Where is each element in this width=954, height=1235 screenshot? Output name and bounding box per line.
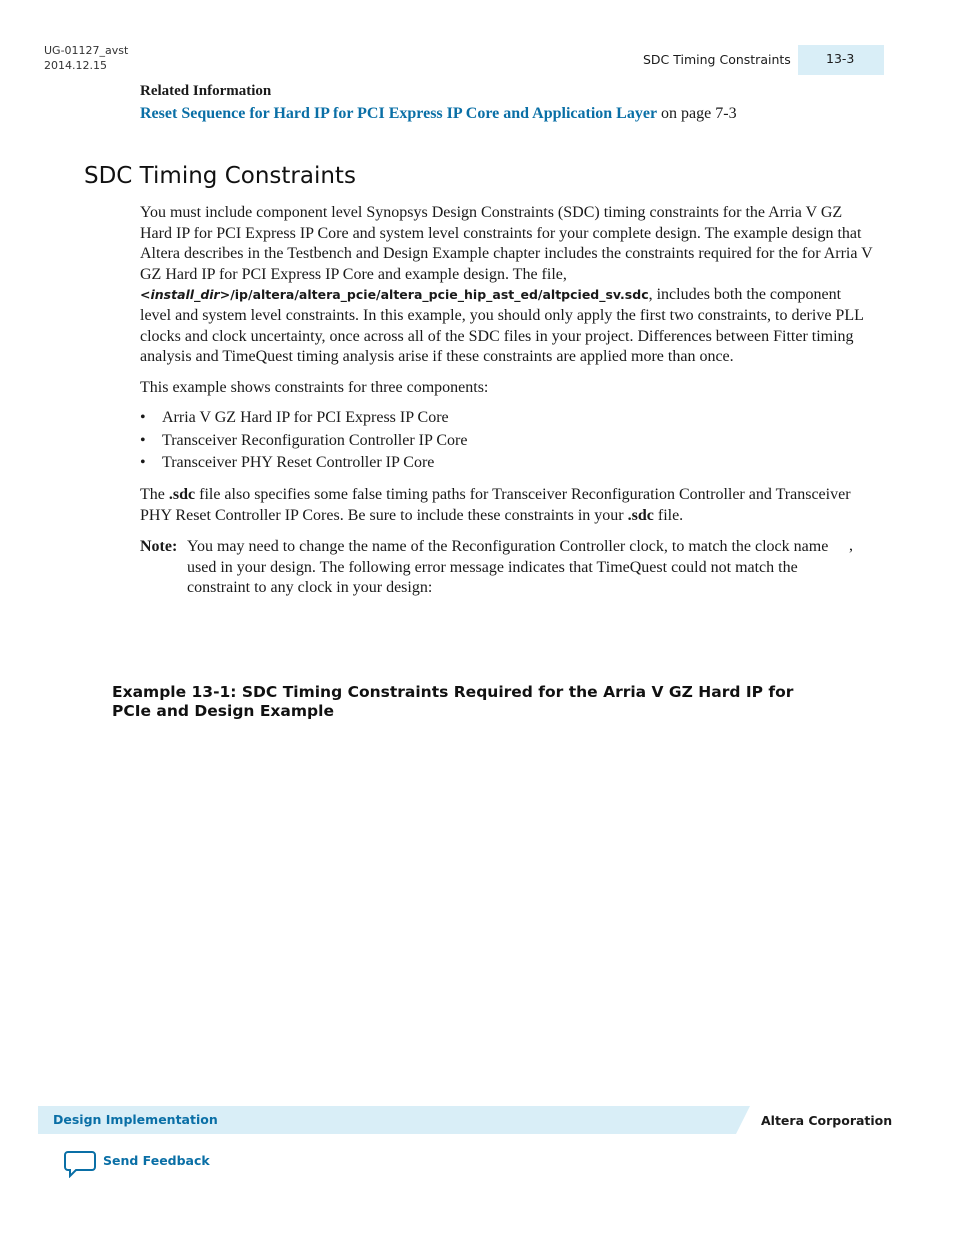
related-link-suffix: on page 7-3: [657, 105, 737, 122]
p3-text-c: file.: [653, 506, 684, 524]
send-feedback-link[interactable]: Send Feedback: [103, 1153, 210, 1168]
install-dir: <install_dir>: [140, 287, 231, 303]
document-id: [44, 43, 128, 73]
intro-text-a: You must include component level Synopsys Design Constraints (SDC) timing constraints for the Arria V GZ Hard IP for PCI Express IP Core and system level constraints for your complete design. The example design that Altera describes in the Testbench and Design Example chapter includes the constraints required for the for Arria V GZ Hard IP for PCI Express IP Core and example design. The file,: [140, 204, 873, 283]
page-number-badge: [798, 45, 884, 75]
component-list: [140, 408, 467, 476]
list-item: • Transceiver PHY Reset Controller IP Core: [140, 453, 467, 476]
p3-text-b: file also specifies some false timing paths for Transceiver Reconfiguration Controller and Transceiver PHY Reset Controller IP Cores. Be sure to include these constraints in your: [140, 486, 851, 524]
list-item: • Transceiver Reconfiguration Controller IP Core: [140, 431, 467, 454]
p3-text-a: The: [140, 486, 169, 503]
related-information-entry: [140, 105, 737, 123]
components-intro: This example shows constraints for three components:: [140, 379, 489, 396]
sdc-ext-2: .sdc: [627, 506, 654, 524]
doc-date: 2014.12.15: [44, 59, 107, 72]
footer-company: Altera Corporation: [761, 1113, 893, 1128]
sdc-file-path: [140, 287, 649, 302]
note-comma: ,: [849, 537, 853, 554]
page-title: SDC Timing Constraints: [84, 163, 356, 189]
doc-id-code: UG-01127_avst: [44, 44, 129, 57]
note-text: You may need to change the name of the Reconfiguration Controller clock, to match the clock name used in your design. The following error message indicates that TimeQuest could not match the constraint to any clock in your design:: [187, 538, 829, 597]
note-label: Note:: [140, 538, 178, 555]
example-title: Example 13-1: SDC Timing Constraints Required for the Arria V GZ Hard IP for PCIe and Design Example: [112, 683, 794, 720]
sdc-ext-1: .sdc: [168, 486, 196, 503]
intro-paragraph: [140, 203, 875, 368]
intro-text-b: , includes both the component level and system level constraints. In this example, you should only apply the first two constraints, to derive PLL clocks and clock uncertainty, once across all of the SDC files in your project. Differences between Fitter timing analysis and TimeQuest timing analysis arise if these constraints are applied more than once.: [140, 286, 864, 366]
path-rest: /ip/altera/altera_pcie/altera_pcie_hip_ast_ed/altpcied_sv.sdc: [230, 287, 649, 303]
speech-bubble-icon[interactable]: [64, 1150, 96, 1178]
footer-section-link[interactable]: Design Implementation: [53, 1112, 218, 1127]
false-paths-paragraph: [140, 485, 875, 526]
list-item: • Arria V GZ Hard IP for PCI Express IP Core: [140, 408, 467, 431]
page-number: 13-3: [826, 51, 855, 66]
related-information-label: Related Information: [140, 83, 272, 99]
related-link[interactable]: Reset Sequence for Hard IP for PCI Express IP Core and Application Layer: [140, 105, 658, 122]
header-section-title: SDC Timing Constraints: [643, 52, 791, 67]
